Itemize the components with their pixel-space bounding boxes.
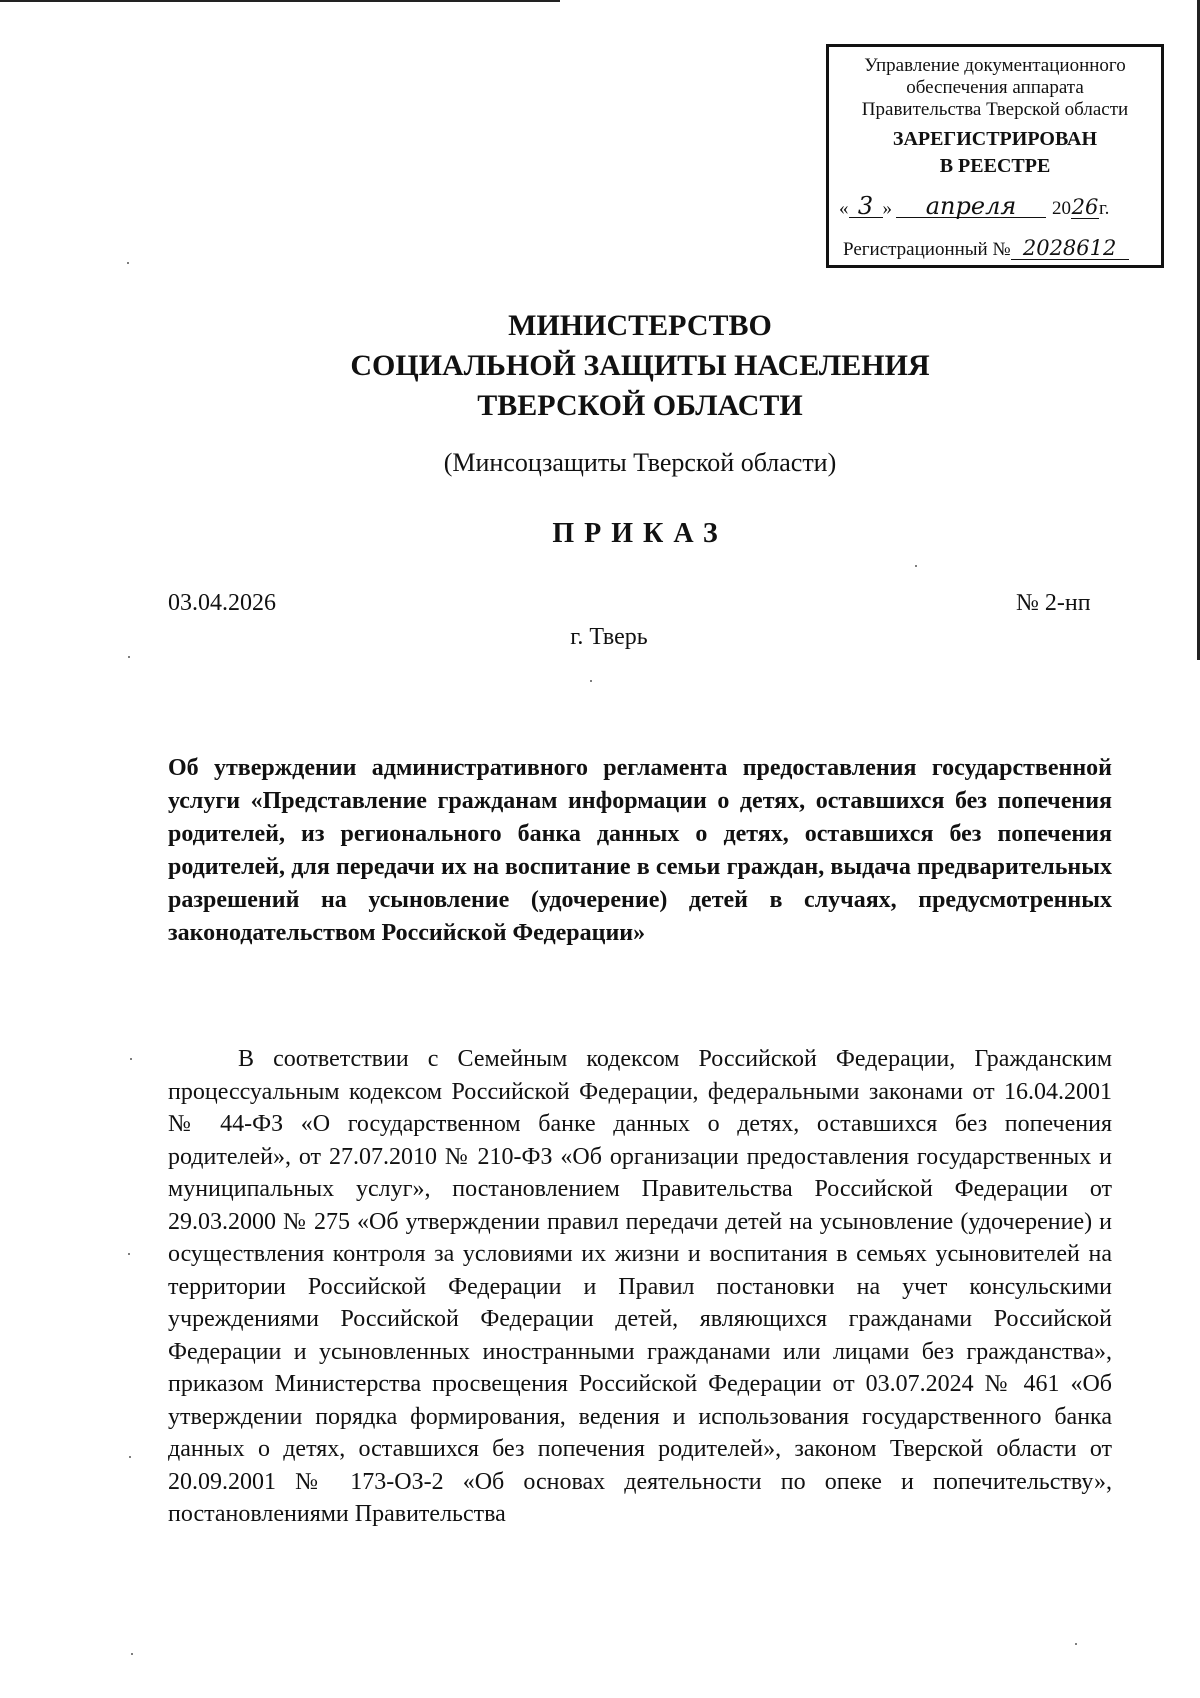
order-city: г. Тверь [570,624,648,650]
stamp-month: апреля [896,195,1046,218]
ministry-line-1: МИНИСТЕРСТВО [508,309,772,342]
stamp-status-line-1: ЗАРЕГИСТРИРОВАН [892,128,1098,150]
order-title: Об утверждении административного регламента предоставления государственной услуги «Представление гражданам информации о детях, оставшихся без попечения родителей, из регионального банка данных о детях, оставшихся без попечения родителей, для передачи их на воспитание в семьи граждан, выдача предварительных разрешений на усыновление (удочерение) детей в случаях, предусмотренных законодательством Российской Федерации» [168,755,1112,946]
scan-speck [1075,1643,1077,1645]
ministry-abbreviation: (Минсоцзащиты Тверской области) [443,448,837,477]
scan-edge-top [0,0,560,2]
stamp-reg-number: 2028612 [1011,237,1129,260]
stamp-year-mark: г. [1099,198,1110,219]
stamp-day: 3 [849,195,883,218]
registration-stamp [826,44,1164,268]
stamp-number-line [843,237,1159,261]
order-body-paragraph: В соответствии с Семейным кодексом Российской Федерации, Гражданским процессуальным кодексом Российской Федерации, федеральными законами от 16.04.2001 № 44-ФЗ «О государственном банке данных о детях, оставшихся без попечения родителей», от 27.07.2010 № 210-ФЗ «Об организации предоставления государственных и муниципальных услуг», постановлением Правительства Российской Федерации от 29.03.2000 № 275 «Об утверждении правил передачи детей на усыновление (удочерение) и осуществления контроля за условиями их жизни и воспитания в семьях усыновителей на территории Российской Федерации и Правил постановки на учет консульскими учреждениями Российской Федерации детей, являющихся гражданами Российской Федерации и усыновленных иностранными гражданами или лицами без гражданства», приказом Министерства просвещения Российской Федерации от 03.07.2024 № 461 «Об утверждении порядка формирования, ведения и использования государственного банка данных о детях, оставшихся без попечения родителей», законом Тверской области от 20.09.2001 № 173-ОЗ-2 «Об основах деятельности по опеке и попечительству», постановлениями Правительства [168,1046,1112,1527]
ministry-line-3: ТВЕРСКОЙ ОБЛАСТИ [477,389,803,422]
stamp-reg-label: Регистрационный № [843,239,1011,260]
order-number: № 2-нп [1016,590,1091,616]
ministry-name [0,306,1200,426]
stamp-org-line-2: обеспечения аппарата [906,77,1084,98]
ministry-line-2: СОЦИАЛЬНОЙ ЗАЩИТЫ НАСЕЛЕНИЯ [350,349,930,382]
stamp-org-line-1: Управление документационного [864,55,1126,76]
scan-speck [131,1653,133,1655]
scan-speck [128,1253,130,1255]
stamp-year-prefix: 20 [1052,198,1071,219]
stamp-date-line: « 3 » апреля 2026г. [839,192,1110,220]
stamp-org-line-3: Правительства Тверской области [861,99,1129,120]
scan-speck [915,565,917,567]
stamp-status-line-2: В РЕЕСТРЕ [939,155,1051,177]
scan-speck [127,262,129,264]
document-type-heading: ПРИКАЗ [552,518,728,549]
stamp-year-suffix: 26 [1071,195,1099,219]
scan-speck [130,1058,132,1060]
scan-speck [129,1456,131,1458]
scan-speck [128,656,130,658]
order-date: 03.04.2026 [168,590,276,616]
scan-speck [590,680,592,682]
